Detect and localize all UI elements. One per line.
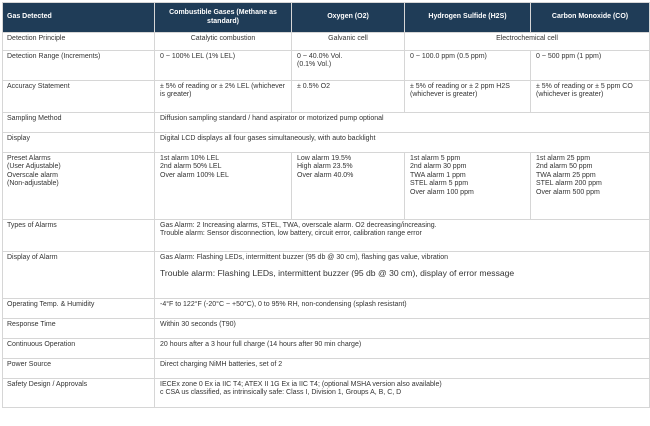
row-preset-alarms (3, 153, 650, 220)
principle-electrochemical: Electrochemical cell (405, 33, 650, 51)
range-h2s: 0 ~ 100.0 ppm (0.5 ppm) (405, 51, 531, 81)
range-oxygen-line2: (0.1% Vol.) (297, 61, 332, 69)
preset-co-item: TWA alarm 25 ppm (536, 171, 596, 179)
preset-label-line1: Preset Alarms (7, 155, 51, 162)
row-detection-range (3, 51, 650, 81)
range-oxygen-line1: 0 ~ 40.0% Vol. (297, 53, 343, 60)
power-source-value: Direct charging NiMH batteries, set of 2 (155, 359, 650, 379)
principle-combustible: Catalytic combustion (155, 33, 292, 51)
label-continuous-operation: Continuous Operation (3, 339, 155, 359)
display-gas-alarm: Gas Alarm: Flashing LEDs, intermittent buzzer (95 db @ 30 cm), flashing gas value, vibration (160, 254, 449, 261)
display-of-alarm-value (155, 252, 650, 299)
label-display: Display (3, 133, 155, 153)
row-operating-temp (3, 299, 650, 319)
row-accuracy (3, 81, 650, 113)
principle-oxygen: Galvanic cell (292, 33, 405, 51)
preset-combustible-item: Over alarm 100% LEL (160, 171, 229, 179)
header-row (3, 3, 650, 33)
row-types-of-alarms (3, 220, 650, 252)
preset-oxygen-item: Over alarm 40.0% (297, 171, 354, 179)
preset-combustible (155, 153, 292, 220)
label-types-of-alarms: Types of Alarms (3, 220, 155, 252)
preset-h2s-item: 2nd alarm 30 ppm (410, 163, 467, 171)
label-preset-alarms (3, 153, 155, 220)
preset-h2s (405, 153, 531, 220)
row-display (3, 133, 650, 153)
row-continuous-operation (3, 339, 650, 359)
header-h2s: Hydrogen Sulfide (H2S) (405, 3, 531, 33)
types-of-alarms-value (155, 220, 650, 252)
header-gas-detected: Gas Detected (3, 3, 155, 33)
accuracy-co (531, 81, 650, 113)
preset-h2s-item: TWA alarm 1 ppm (410, 171, 466, 179)
gas-detector-spec-table (2, 2, 650, 408)
accuracy-h2s-line2: (whichever is greater) (410, 91, 478, 99)
accuracy-co-line2: (whichever is greater) (536, 91, 604, 99)
safety-iecex-atex: IECEx zone 0 Ex ia IIC T4; ATEX II 1G Ex ia IIC T4; (optional MSHA version also available) (160, 381, 442, 388)
range-oxygen (292, 51, 405, 81)
row-response-time (3, 319, 650, 339)
preset-oxygen (292, 153, 405, 220)
label-display-of-alarm: Display of Alarm (3, 252, 155, 299)
display-value: Digital LCD displays all four gases simultaneously, with auto backlight (155, 133, 650, 153)
types-gas-alarm: Gas Alarm: 2 Increasing alarms, STEL, TWA, overscale alarm. O2 decreasing/increasing. (160, 222, 437, 229)
accuracy-h2s (405, 81, 531, 113)
accuracy-co-line1: ± 5% of reading or ± 5 ppm CO (536, 83, 633, 90)
types-trouble-alarm: Trouble alarm: Sensor disconnection, low battery, circuit error, calibration range error (160, 230, 422, 238)
safety-approvals-value (155, 379, 650, 408)
preset-combustible-item: 1st alarm 10% LEL (160, 155, 220, 162)
header-co: Carbon Monoxide (CO) (531, 3, 650, 33)
accuracy-oxygen: ± 0.5% O2 (292, 81, 405, 113)
label-accuracy: Accuracy Statement (3, 81, 155, 113)
row-display-of-alarm (3, 252, 650, 299)
preset-label-line2: (User Adjustable) (7, 163, 61, 171)
response-time-value: Within 30 seconds (T90) (155, 319, 650, 339)
accuracy-combustible-line2: is greater) (160, 91, 192, 99)
row-detection-principle (3, 33, 650, 51)
accuracy-h2s-line1: ± 5% of reading or ± 2 ppm H2S (410, 83, 510, 90)
preset-co-item: 1st alarm 25 ppm (536, 155, 591, 162)
preset-label-line4: (Non-adjustable) (7, 180, 59, 188)
label-detection-range: Detection Range (Increments) (3, 51, 155, 81)
row-sampling-method (3, 113, 650, 133)
label-operating-temp: Operating Temp. & Humidity (3, 299, 155, 319)
preset-oxygen-item: High alarm 23.5% (297, 163, 353, 171)
preset-combustible-item: 2nd alarm 50% LEL (160, 163, 222, 171)
continuous-operation-value: 20 hours after a 3 hour full charge (14 hours after 90 min charge) (155, 339, 650, 359)
preset-co-item: Over alarm 500 ppm (536, 188, 600, 196)
safety-csa: c CSA us classified, as intrinsically safe: Class I, Division 1, Groups A, B, C, D (160, 389, 402, 397)
preset-oxygen-item: Low alarm 19.5% (297, 155, 352, 162)
range-combustible: 0 ~ 100% LEL (1% LEL) (155, 51, 292, 81)
accuracy-combustible (155, 81, 292, 113)
header-oxygen: Oxygen (O2) (292, 3, 405, 33)
accuracy-combustible-line1: ± 5% of reading or ± 2% LEL (whichever (160, 83, 285, 90)
preset-co-item: 2nd alarm 50 ppm (536, 163, 593, 171)
label-safety-approvals: Safety Design / Approvals (3, 379, 155, 408)
operating-temp-value: -4°F to 122°F (-20°C ~ +50°C), 0 to 95% RH, non-condensing (splash resistant) (155, 299, 650, 319)
label-sampling-method: Sampling Method (3, 113, 155, 133)
row-safety-approvals (3, 379, 650, 408)
preset-h2s-item: Over alarm 100 ppm (410, 188, 474, 196)
preset-h2s-item: 1st alarm 5 ppm (410, 155, 461, 162)
preset-label-line3: Overscale alarm (7, 171, 58, 179)
header-combustible: Combustible Gases (Methane as standard) (155, 3, 292, 33)
sampling-method-value: Diffusion sampling standard / hand aspirator or motorized pump optional (155, 113, 650, 133)
range-co: 0 ~ 500 ppm (1 ppm) (531, 51, 650, 81)
label-detection-principle: Detection Principle (3, 33, 155, 51)
label-response-time: Response Time (3, 319, 155, 339)
preset-co-item: STEL alarm 200 ppm (536, 180, 602, 188)
preset-h2s-item: STEL alarm 5 ppm (410, 180, 469, 188)
preset-co (531, 153, 650, 220)
row-power-source (3, 359, 650, 379)
label-power-source: Power Source (3, 359, 155, 379)
display-trouble-alarm: Trouble alarm: Flashing LEDs, intermittent buzzer (95 db @ 30 cm), display of error message (160, 268, 515, 279)
